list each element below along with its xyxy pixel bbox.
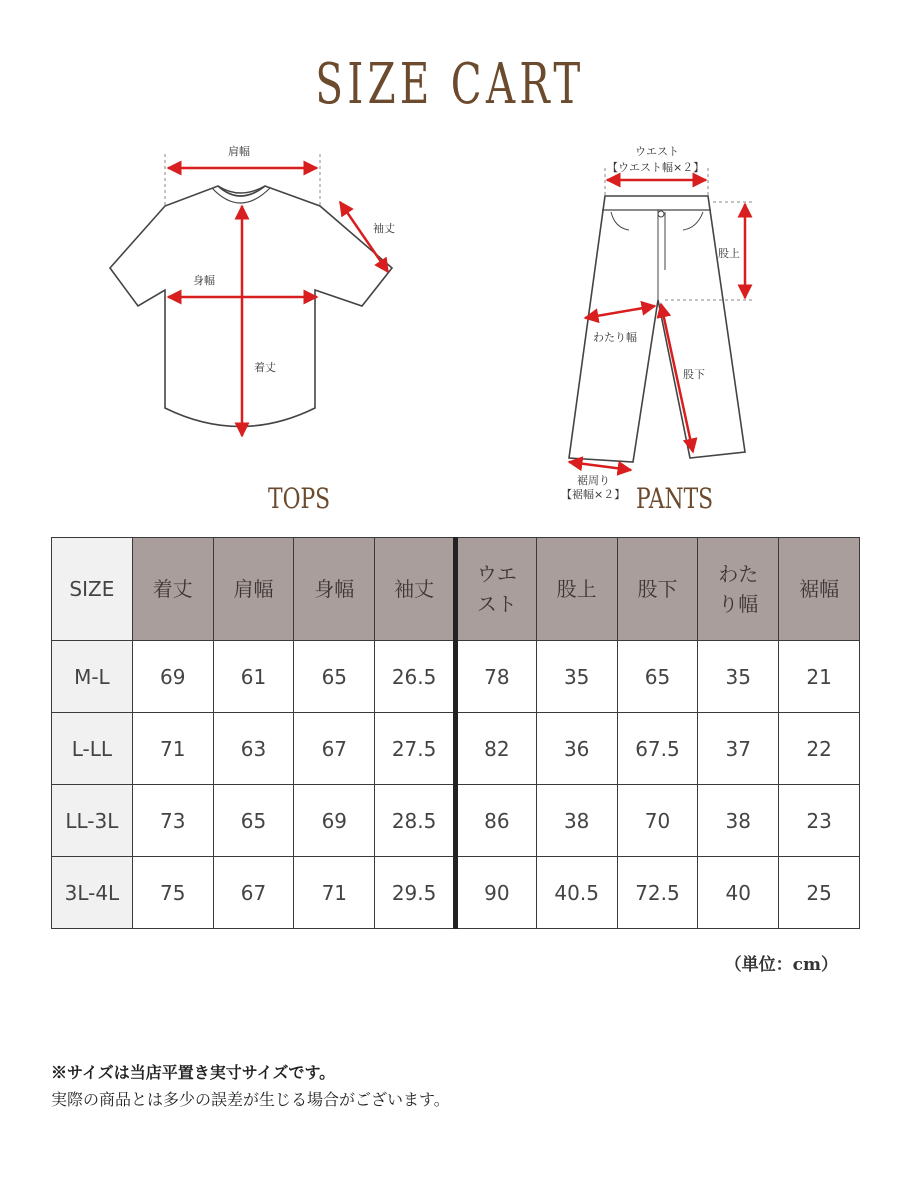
row-size: 3L-4L [52,857,133,929]
table-cell: 71 [132,713,213,785]
page-title: SIZE CART [315,52,585,117]
table-cell: 69 [132,641,213,713]
sleeve-label: 袖丈 [373,222,395,235]
header-col: 着丈 [132,538,213,641]
table-cell: 35 [698,641,779,713]
table-cell: 28.5 [375,785,456,857]
table-cell: 86 [455,785,536,857]
table-cell: 90 [455,857,536,929]
header-col: わた り幅 [698,538,779,641]
waist-label: ウエスト [635,145,679,158]
table-cell: 36 [536,713,617,785]
pants-outline [569,196,745,462]
thigh-label: わたり幅 [593,331,637,344]
header-col: 裾幅 [779,538,860,641]
table-row [52,785,860,857]
table-cell: 37 [698,713,779,785]
table-cell: 40.5 [536,857,617,929]
table-cell: 23 [779,785,860,857]
table-cell: 67 [213,857,294,929]
disclaimer-line-2: 実際の商品とは多少の誤差が生じる場合がございます。 [51,1090,450,1109]
table-cell: 29.5 [375,857,456,929]
header-col: 肩幅 [213,538,294,641]
table-cell: 65 [294,641,375,713]
table-cell: 38 [536,785,617,857]
tshirt-outline [110,186,392,427]
table-header-row [52,538,860,641]
table-cell: 82 [455,713,536,785]
hem-arrow [569,462,631,470]
hem-note: 【裾幅×２】 [561,488,626,501]
header-col: 股上 [536,538,617,641]
unit-note: （単位：cm） [724,955,838,975]
disclaimer-line-1: ※サイズは当店平置き実寸サイズです。 [51,1063,336,1082]
header-size: SIZE [52,538,133,641]
row-size: LL-3L [52,785,133,857]
pants-diagram [555,140,775,505]
pants-label: PANTS [636,482,714,515]
table-cell: 61 [213,641,294,713]
table-cell: 69 [294,785,375,857]
table-cell: 65 [213,785,294,857]
header-col: 袖丈 [375,538,456,641]
table-cell: 78 [455,641,536,713]
row-size: L-LL [52,713,133,785]
header-col: 股下 [617,538,698,641]
length-label: 着丈 [254,361,276,374]
waist-note: 【ウエスト幅×２】 [607,161,705,174]
rise-label: 股上 [718,247,740,260]
table-cell: 73 [132,785,213,857]
table-cell: 27.5 [375,713,456,785]
hem-label: 裾周り [577,474,610,487]
table-row [52,713,860,785]
table-cell: 67.5 [617,713,698,785]
tops-diagram [100,140,420,450]
table-cell: 22 [779,713,860,785]
body-width-label: 身幅 [193,274,215,287]
sleeve-arrow [340,202,388,272]
table-cell: 25 [779,857,860,929]
table-cell: 70 [617,785,698,857]
table-cell: 21 [779,641,860,713]
header-col: ウエ スト [455,538,536,641]
header-col: 身幅 [294,538,375,641]
table-cell: 26.5 [375,641,456,713]
table-cell: 35 [536,641,617,713]
table-cell: 63 [213,713,294,785]
table-cell: 40 [698,857,779,929]
table-cell: 67 [294,713,375,785]
table-cell: 71 [294,857,375,929]
table-cell: 72.5 [617,857,698,929]
table-cell: 65 [617,641,698,713]
inseam-label: 股下 [683,368,705,381]
table-row [52,857,860,929]
table-cell: 75 [132,857,213,929]
row-size: M-L [52,641,133,713]
table-cell: 38 [698,785,779,857]
tops-label: TOPS [268,482,331,515]
thigh-arrow [585,306,655,318]
size-table [51,537,860,929]
shoulder-label: 肩幅 [228,145,250,158]
table-row [52,641,860,713]
